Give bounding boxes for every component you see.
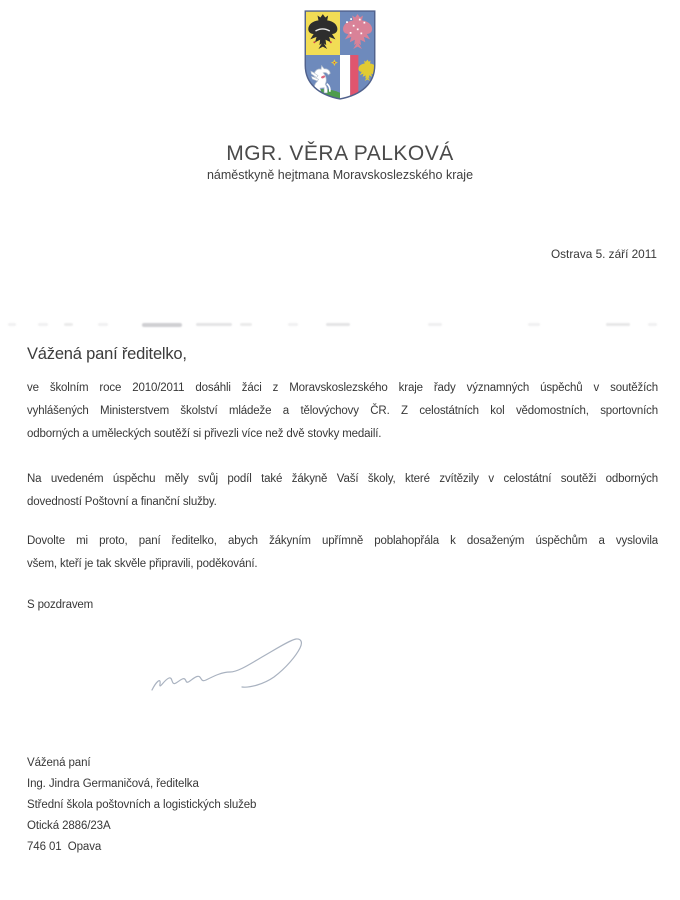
recipient-line: Otická 2886/23A xyxy=(27,820,111,832)
eagle-claw-red xyxy=(330,41,332,43)
sender-name: MGR. VĚRA PALKOVÁ xyxy=(226,142,454,165)
paragraph-3 xyxy=(27,530,658,576)
scan-smudge-artifact xyxy=(0,318,680,330)
recipient-address xyxy=(27,753,256,858)
body-line: Dovolte mi proto, paní ředitelko, abych žákyním upřímně poblahopřála k dosaženým úspěchům a vyslovila xyxy=(27,535,658,547)
body-line: všem, kteří je tak skvěle připravili, poděkování. xyxy=(27,558,258,570)
paragraph-1 xyxy=(27,377,658,446)
handwritten-signature xyxy=(146,630,336,710)
date-place-line: Ostrava 5. září 2011 xyxy=(550,247,657,261)
recipient-line: Ing. Jindra Germaničová, ředitelka xyxy=(27,778,199,790)
body-line: Na uvedeném úspěchu měly svůj podíl také žákyně Vaší školy, které zvítězily v celostátní soutěži odborných xyxy=(27,473,658,485)
body-line: vyhlášených Ministerstvem školství mládeže a tělovýchovy ČR. Z celostátních kol vědomostních, sportovních xyxy=(27,405,658,417)
coat-of-arms-icon xyxy=(301,8,379,102)
recipient-line: 746 01 Opava xyxy=(27,841,102,853)
salutation: Vážená paní ředitelko, xyxy=(27,345,187,363)
recipient-line: Vážená paní xyxy=(27,757,91,769)
body-line: odborných a uměleckých soutěží si přivezli více než dvě stovky medailí. xyxy=(27,428,382,440)
opava-white-stripe xyxy=(340,55,350,102)
sender-title: náměstkyně hejtmana Moravskoslezského kraje xyxy=(206,168,474,182)
closing-salutation: S pozdravem xyxy=(27,599,94,611)
body-line: ve školním roce 2010/2011 dosáhli žáci z Moravskoslezského kraje řady významných úspěchů v soutěžích xyxy=(27,382,658,394)
paragraph-2 xyxy=(27,468,658,514)
signature-scribble-icon xyxy=(146,630,336,710)
green-mound xyxy=(305,89,340,102)
region-coat-of-arms xyxy=(301,8,379,102)
letter-body xyxy=(27,343,658,617)
body-line: dovedností Poštovní a finanční služby. xyxy=(27,496,217,508)
recipient-line: Střední škola poštovních a logistických služeb xyxy=(27,799,257,811)
eagle-claw-red xyxy=(313,41,315,43)
